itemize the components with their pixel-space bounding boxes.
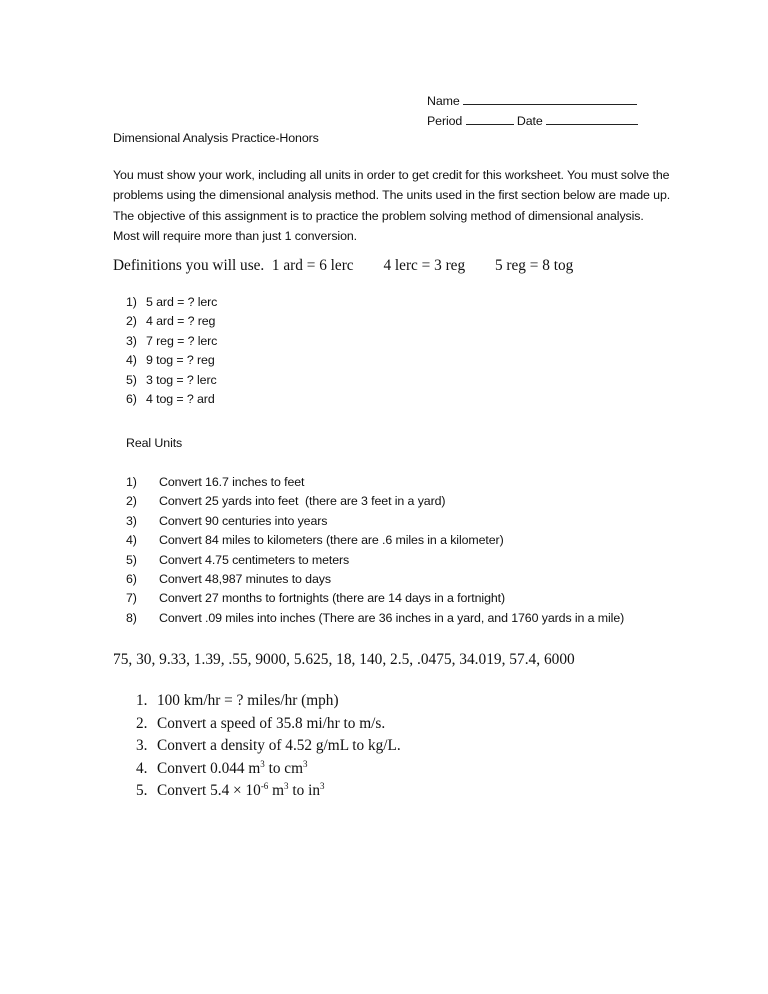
list-item [136, 735, 401, 758]
list-item [126, 293, 217, 312]
text-part: m [268, 782, 285, 800]
list-item [126, 570, 624, 589]
period-date-line [427, 111, 638, 131]
item-text [157, 758, 308, 781]
list-item [136, 690, 401, 713]
definition-3: 5 reg = 8 tog [494, 257, 574, 274]
advanced-problems-list [136, 690, 401, 803]
superscript: -6 [260, 781, 269, 792]
item-text: 9 tog = ? reg [146, 353, 215, 368]
definition-1: 1 ard = 6 lerc [271, 257, 354, 274]
item-text: Convert 25 yards into feet (there are 3 feet in a yard) [159, 494, 446, 509]
list-item [126, 473, 624, 492]
item-number: 2) [126, 494, 137, 509]
definitions-label: Definitions you will use. [113, 257, 265, 274]
text-part: Convert 5.4 × 10 [157, 782, 261, 800]
list-item [126, 589, 624, 608]
date-label: Date [516, 114, 543, 128]
date-blank[interactable] [546, 113, 638, 125]
superscript: 3 [260, 758, 265, 769]
answer-bank: 75, 30, 9.33, 1.39, .55, 9000, 5.625, 18, 140, 2.5, .0475, 34.019, 57.4, 6000 [113, 651, 575, 668]
item-number: 2. [136, 714, 148, 732]
list-item [136, 713, 401, 736]
item-number: 5) [126, 372, 137, 387]
definitions-line [113, 257, 573, 275]
list-item [136, 780, 401, 803]
item-text: Convert a density of 4.52 g/mL to kg/L. [157, 737, 401, 755]
item-text: 5 ard = ? lerc [146, 295, 218, 309]
made-up-problems-list [126, 293, 217, 409]
list-item [126, 390, 217, 409]
list-item [136, 758, 401, 781]
real-units-problems-list [126, 473, 624, 628]
item-text: Convert 16.7 inches to feet [159, 475, 305, 489]
item-number: 8) [126, 610, 137, 625]
item-number: 1) [126, 475, 137, 489]
text-part: to cm [264, 759, 303, 777]
list-item [126, 332, 217, 351]
list-item [126, 492, 624, 511]
instructions-paragraph: You must show your work, including all units in order to get credit for this worksheet. You must solve the problems using the dimensional analysis method. The units used in the first section below are made up. The objective of this assignment is to practice the problem solving method of dimensional analysis. Most will require more than just 1 conversion. [113, 168, 671, 243]
item-text: Convert 90 centuries into years [159, 513, 328, 528]
item-number: 1) [126, 295, 137, 309]
list-item [126, 312, 217, 331]
list-item [126, 609, 624, 628]
item-text: Convert .09 miles into inches (There are 36 inches in a yard, and 1760 yards in a mile) [159, 610, 625, 625]
item-number: 3) [126, 333, 137, 348]
item-number: 5) [126, 552, 137, 567]
item-text: 4 ard = ? reg [146, 314, 216, 329]
item-text: 3 tog = ? lerc [146, 372, 217, 387]
item-text: 4 tog = ? ard [146, 392, 215, 407]
name-label: Name [427, 94, 460, 108]
item-number: 3) [126, 513, 137, 528]
list-item [126, 551, 624, 570]
item-text: Convert a speed of 35.8 mi/hr to m/s. [157, 714, 386, 732]
superscript: 3 [320, 781, 325, 792]
superscript: 3 [303, 758, 308, 769]
item-number: 4) [126, 353, 137, 368]
item-number: 4. [136, 759, 148, 777]
list-item [126, 512, 624, 531]
item-text: Convert 84 miles to kilometers (there are .6 miles in a kilometer) [159, 533, 504, 548]
item-text: 100 km/hr = ? miles/hr (mph) [157, 692, 339, 709]
item-number: 6) [126, 392, 137, 407]
item-number: 7) [126, 591, 137, 606]
text-part: Convert 0.044 m [157, 759, 261, 777]
period-blank[interactable] [466, 113, 514, 125]
item-text: 7 reg = ? lerc [146, 333, 218, 348]
item-number: 4) [126, 533, 137, 548]
item-text: Convert 4.75 centimeters to meters [159, 552, 350, 567]
item-number: 1. [136, 692, 148, 709]
item-number: 3. [136, 737, 148, 755]
name-line [427, 91, 638, 111]
worksheet-title: Dimensional Analysis Practice-Honors [113, 131, 319, 145]
item-text [157, 780, 325, 803]
text-part: to in [288, 782, 320, 800]
list-item [126, 371, 217, 390]
list-item [126, 351, 217, 370]
superscript: 3 [284, 781, 289, 792]
period-label: Period [427, 114, 463, 128]
name-blank[interactable] [463, 93, 637, 105]
item-text: Convert 48,987 minutes to days [159, 572, 331, 587]
item-number: 2) [126, 314, 137, 329]
item-number: 5. [136, 782, 148, 800]
list-item [126, 531, 624, 550]
item-number: 6) [126, 572, 137, 587]
student-info-block [427, 91, 638, 131]
real-units-heading: Real Units [126, 436, 183, 450]
definition-2: 4 lerc = 3 reg [383, 257, 466, 274]
item-text: Convert 27 months to fortnights (there are 14 days in a fortnight) [159, 591, 506, 606]
